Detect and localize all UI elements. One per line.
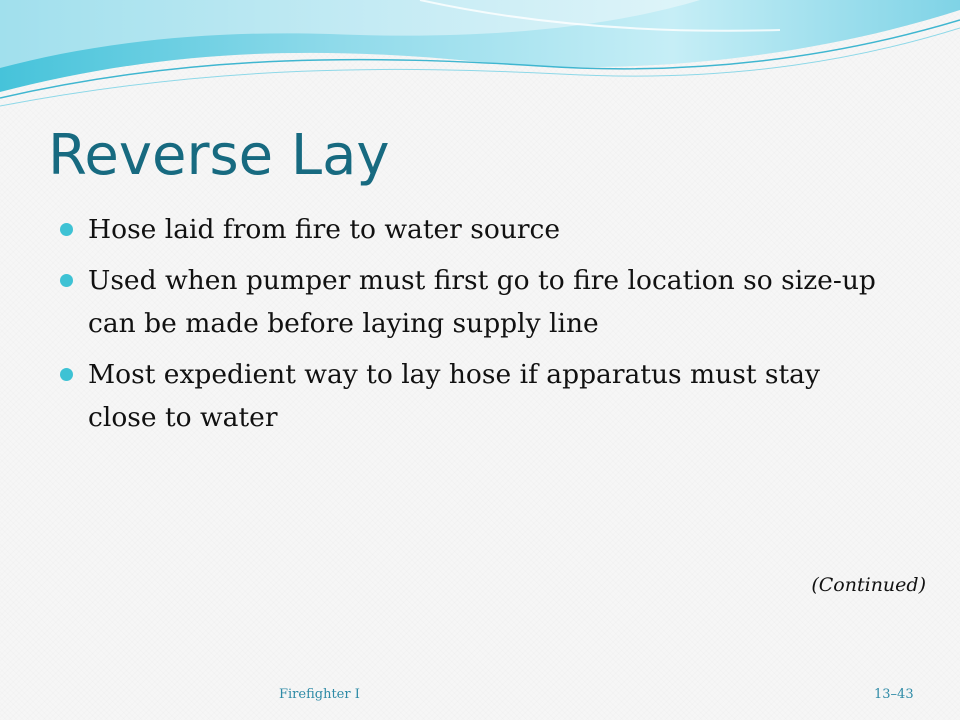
bullet-list [60,208,880,447]
bullet-text: Hose laid from fire to water source [88,214,561,245]
bullet-item [60,259,880,345]
header-wave-decoration [0,0,960,120]
bullet-item [60,208,880,251]
bullet-text: Used when pumper must first go to fire location so size-up can be made before laying supply line [88,265,876,339]
footer-slide-number: 13–43 [874,687,914,702]
footer-course-name: Firefighter I [279,687,360,702]
bullet-text: Most expedient way to lay hose if apparatus must stay close to water [88,359,820,433]
bullet-dot-icon [60,274,73,287]
bullet-item [60,353,880,439]
slide-title: Reverse Lay [48,123,390,188]
bullet-dot-icon [60,223,73,236]
bullet-dot-icon [60,368,73,381]
continued-note: (Continued) [811,574,926,596]
